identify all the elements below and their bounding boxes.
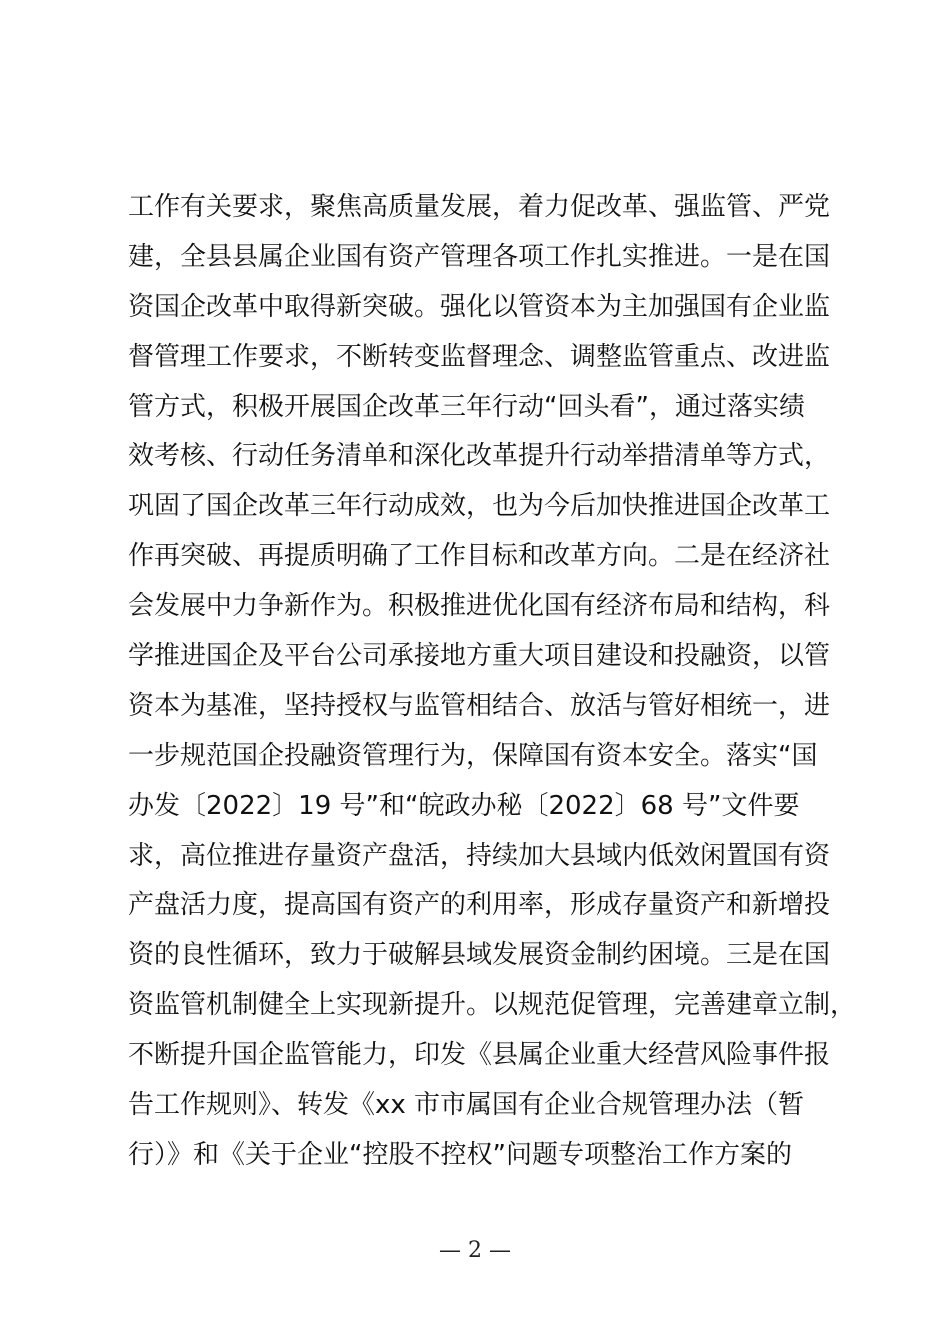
- text-line: 一步规范国企投融资管理行为，保障国有资本安全。落实“国: [128, 740, 818, 771]
- text-line: 工作有关要求，聚焦高质量发展，着力促改革、强监管、严党: [128, 192, 831, 222]
- text-line: 管方式，积极开展国企改革三年行动“回头看”，通过落实绩: [128, 391, 805, 422]
- text-line: 行）》和《关于企业“控股不控权”问题专项整治工作方案的: [128, 1139, 792, 1170]
- text-line: 巩固了国企改革三年行动成效，也为今后加快推进国企改革工: [128, 491, 831, 522]
- text-line: 作再突破、再提质明确了工作目标和改革方向。二是在经济社: [128, 541, 831, 572]
- page-number: — 2 —: [439, 1238, 511, 1263]
- text-line: 不断提升国企监管能力，印发《县属企业重大经营风险事件报: [128, 1040, 831, 1071]
- body-text: [128, 183, 858, 1181]
- text-line: 会发展中力争新作为。积极推进优化国有经济布局和结构，科: [128, 591, 831, 622]
- text-line: 资监管机制健全上实现新提升。以规范促管理，完善建章立制，: [128, 990, 857, 1021]
- text-line: 资的良性循环，致力于破解县域发展资金制约困境。三是在国: [128, 940, 831, 971]
- text-line: 求，高位推进存量资产盘活，持续加大县域内低效闲置国有资: [128, 840, 831, 871]
- text-line: 督管理工作要求，不断转变监督理念、调整监管重点、改进监: [128, 341, 831, 372]
- text-line: 产盘活力度，提高国有资产的利用率，形成存量资产和新增投: [128, 890, 831, 921]
- text-line: 建，全县县属企业国有资产管理各项工作扎实推进。一是在国: [128, 241, 831, 272]
- text-line: 资本为基准，坚持授权与监管相结合、放活与管好相统一，进: [128, 690, 831, 721]
- text-line: 办发〔2022〕19 号”和“皖政办秘〔2022〕68 号”文件要: [128, 790, 800, 821]
- text-line: 效考核、行动任务清单和深化改革提升行动举措清单等方式，: [128, 441, 831, 472]
- text-line: 学推进国企及平台公司承接地方重大项目建设和投融资，以管: [128, 641, 831, 672]
- text-line: 告工作规则》、转发《xx 市市属国有企业合规管理办法（暂: [128, 1090, 805, 1121]
- text-line: 资国企改革中取得新突破。强化以管资本为主加强国有企业监: [128, 291, 831, 322]
